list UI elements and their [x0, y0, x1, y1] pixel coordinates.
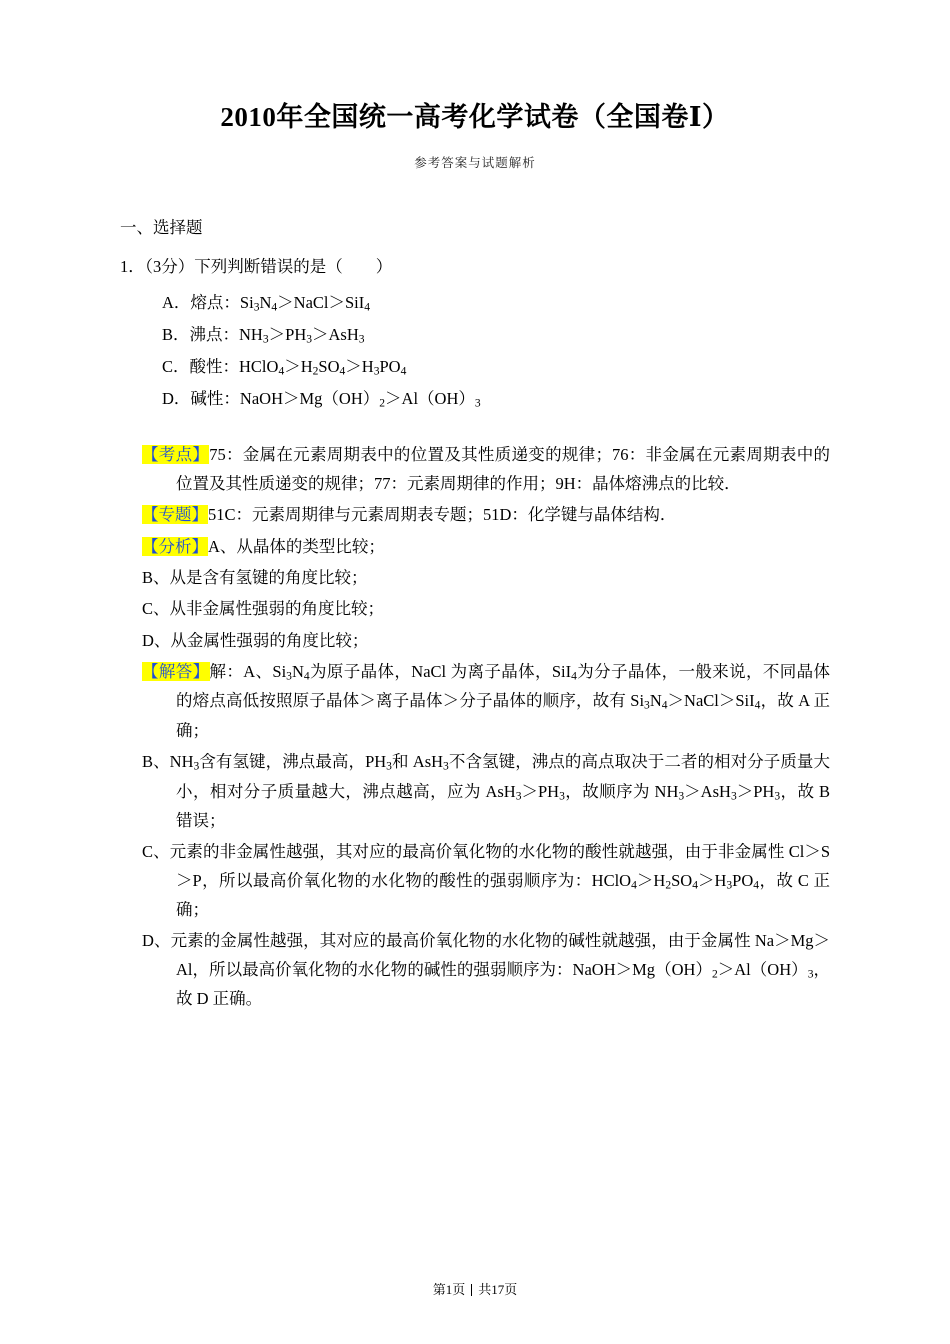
section-heading: 一、选择题 — [120, 218, 203, 238]
page-subtitle: 参考答案与试题解析 — [414, 156, 536, 171]
fenxi-line-d: D、从金属性强弱的角度比较； — [142, 630, 369, 650]
question-stem — [120, 253, 830, 280]
page-footer — [0, 1279, 950, 1298]
question-text: 下列判断错误的是（ ） — [194, 257, 393, 277]
option-a-content: 熔点：$Si_3N_4>NaCl>SiI_4$ — [190, 292, 371, 314]
zhuanti-label: 【专题】 — [142, 505, 208, 525]
jieda-block-d: D、元素的金属性越强，其对应的最高价氧化物的水化物的碱性就越强，由于金属性 Na＞Mg＞Al，所以最高价氧化物的水化物的碱性的强弱顺序为：$NaOH>Mg(OH)_2>Al(OH)_3$，故 D 正确。 — [142, 931, 831, 1009]
option-b — [162, 319, 830, 351]
option-c — [162, 351, 830, 383]
fenxi-block — [120, 533, 830, 561]
option-a — [162, 287, 830, 319]
jieda-block-a — [120, 658, 830, 745]
fenxi-line-c: C、从非金属性强弱的角度比较； — [142, 599, 385, 619]
option-c-letter: C． — [162, 357, 190, 377]
spacer — [120, 415, 830, 441]
footer-page-total: 共17页 — [478, 1282, 518, 1297]
fenxi-text: A、从晶体的类型比较； — [208, 536, 385, 556]
fenxi-line-b: B、从是含有氢键的角度比较； — [142, 567, 368, 587]
option-a-letter: A． — [162, 292, 191, 312]
option-b-content: 沸点：$NH_3>PH_3>AsH_3$ — [189, 324, 365, 346]
fenxi-label: 【分析】 — [142, 536, 208, 556]
zhuanti-block — [120, 501, 830, 529]
option-d — [162, 383, 830, 415]
footer-divider — [471, 1284, 472, 1296]
option-c-content: 酸性：$HClO_4>H_2SO_4>H_3PO_4$ — [189, 357, 407, 378]
footer-page-current: 第1页 — [432, 1282, 466, 1297]
option-b-letter: B． — [162, 324, 190, 344]
jieda-label: 【解答】 — [142, 662, 210, 682]
kaodian-text: 75：金属在元素周期表中的位置及其性质递变的规律；76：非金属在元素周期表中的位置及其性质递变的规律；77：元素周期律的作用；9H：晶体熔沸点的比较． — [176, 445, 831, 493]
kaodian-label: 【考点】 — [142, 445, 210, 465]
jieda-block-c: C、元素的非金属性越强，其对应的最高价氧化物的水化物的酸性就越强，由于非金属性 Cl＞S＞P，所以最高价氧化物的水化物的酸性的强弱顺序为：$HClO_4>H_2SO_4>H_3PO_4$，故 C 正确； — [142, 842, 830, 920]
page-title: 2010年全国统一高考化学试卷（全国卷Ⅰ） — [220, 102, 730, 132]
option-list — [120, 287, 830, 416]
kaodian-block — [120, 441, 830, 498]
jieda-block-b: B、$NH_3$含有氢键，沸点最高，$PH_3$和 AsH$_3$不含氢键，沸点的高点取决于二者的相对分子质量大小，相对分子质量越大，沸点越高，应为 $AsH_3>PH_3$，故顺序为 $NH_3>AsH_3>PH_3$，故 B 错误； — [142, 752, 830, 830]
question-score: （3分） — [144, 257, 195, 277]
option-d-content: 碱性：$NaOH>Mg(OH)_2>Al(OH)_3$ — [190, 389, 481, 410]
jieda-text-a: 解：A、$Si_3N_4$为原子晶体，NaCl 为离子晶体，SiI$_4$为分子晶体，一般来说，不同晶体的熔点高低按照原子晶体＞离子晶体＞分子晶体的顺序，故有 $Si_3N_4>NaCl>SiI_4$，故 A 正确； — [176, 662, 830, 740]
zhuanti-text: 51C：元素周期律与元素周期表专题；51D：化学键与晶体结构． — [208, 505, 677, 525]
option-d-letter: D． — [162, 389, 191, 409]
question-number: 1． — [120, 257, 145, 277]
